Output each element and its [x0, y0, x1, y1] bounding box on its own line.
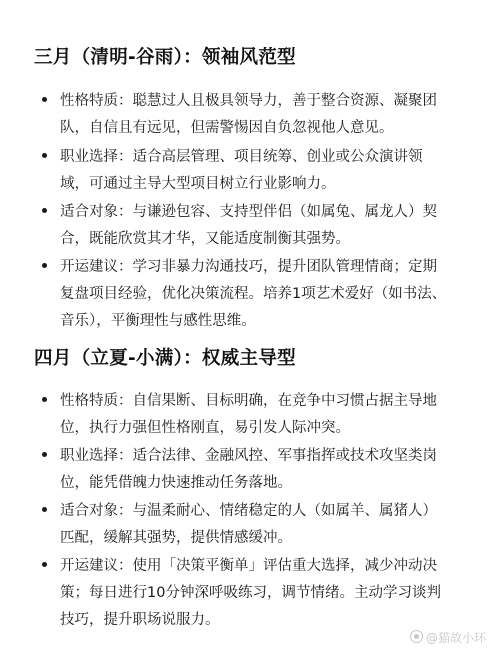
list-item-text: 性格特质：聪慧过人且极具领导力，善于整合资源、凝聚团 队，自信且有远见，但需警惕因自负忽视他人意见。: [60, 93, 437, 136]
list-item-text: 适合对象：与温柔耐心、情绪稳定的人（如属羊、属猪人） 匹配，缓解其强势，提供情感缓冲。: [60, 503, 437, 546]
watermark: [410, 629, 486, 646]
list-item-text: 开运建议：使用「决策平衡单」评估重大选择，减少冲动决 策；每日进行10分钟深呼吸练习，调节情绪。主动学习谈判 技巧，提升职场说服力。: [60, 558, 441, 628]
bullet-icon: [42, 507, 47, 512]
bullet-icon: [42, 208, 47, 213]
logo-icon: [410, 630, 423, 643]
watermark-text: @猫故小环: [425, 631, 486, 645]
section-title-march: 三月（清明-谷雨）：领袖风范型: [34, 47, 296, 68]
list-item-text: 性格特质：自信果断、目标明确，在竞争中习惯占据主导地 位，执行力强但性格刚直，易引发人际冲突。: [60, 393, 437, 436]
bullet-icon: [42, 153, 47, 158]
section-title-april: 四月（立夏-小满）：权威主导型: [34, 348, 296, 369]
list-item-text: 适合对象：与谦逊包容、支持型伴侣（如属兔、属龙人）契 合，既能欣赏其才华，又能适度制衡其强势。: [60, 204, 437, 247]
bullet-icon: [42, 97, 47, 102]
list-item-text: 开运建议：学习非暴力沟通技巧，提升团队管理情商；定期 复盘项目经验，优化决策流程。培养1项艺术爱好（如书法、 音乐），平衡理性与感性思维。: [60, 259, 447, 329]
bullet-icon: [42, 263, 47, 268]
list-item-text: 职业选择：适合法律、金融风控、军事指挥或技术攻坚类岗 位，能凭借魄力快速推动任务落地。: [60, 448, 437, 491]
bullet-icon: [42, 397, 47, 402]
list-item-text: 职业选择：适合高层管理、项目统筹、创业或公众演讲领 域，可通过主导大型项目树立行业影响力。: [60, 149, 423, 192]
bullet-icon: [42, 562, 47, 567]
bullet-icon: [42, 452, 47, 457]
